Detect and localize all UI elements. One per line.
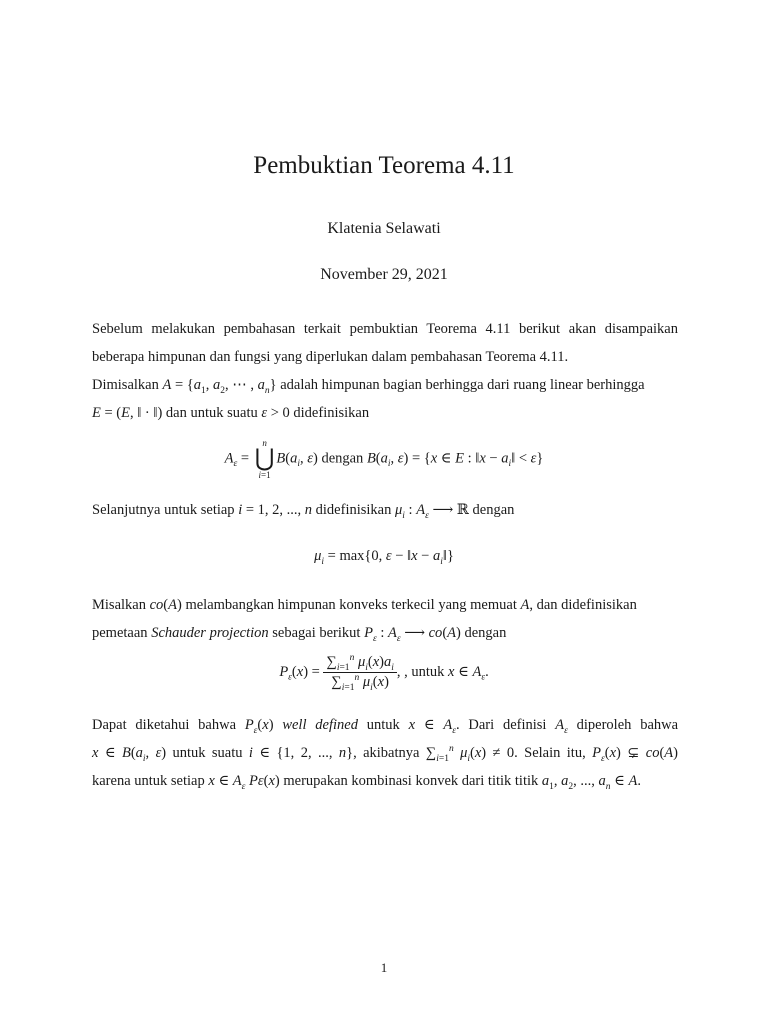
text-line: Misalkan co(A) melambangkan himpunan konveks terkecil yang memuat A, dan didefinisikan bbox=[92, 597, 637, 613]
text-fragment: . Selain itu, bbox=[514, 745, 586, 761]
text-fragment: sebagai berikut bbox=[272, 625, 361, 641]
text-line: pemetaan Schauder projection sebagai berikut $P_\varepsilon$ : $A_\varepsilon$ ⟶ co(A) dengan bbox=[92, 625, 507, 644]
text-line: E = (E, ‖ · ‖) dan untuk suatu ε > 0 didefinisikan bbox=[92, 405, 370, 421]
text-fragment: dengan bbox=[472, 502, 515, 518]
equation-a-epsilon: $A_\varepsilon$ = n ⋃ i=1 $B(a_i$, ε) dengan $B(a_i$, ε) = {x ∈ E : ‖x − $a_i‖ < \varepsilon$} bbox=[224, 438, 544, 480]
text-fragment: well defined bbox=[282, 717, 358, 733]
text-fragment: Selanjutnya untuk setiap bbox=[92, 502, 235, 518]
text-fragment: dengan bbox=[321, 450, 364, 467]
text-fragment: karena untuk setiap bbox=[92, 773, 205, 789]
equation-p-epsilon: $P_\varepsilon(x)$ = $\frac{\sum_{i=1}^n \mu_i(x)a_i}{\sum_{i=1}^n \mu_i(x)}$ , , untuk x ∈ $A_\varepsilon$. bbox=[279, 653, 489, 693]
text-line: Selanjutnya untuk setiap i = 1, 2, ..., n didefinisikan $\mu_i$ : $A_\varepsilon$ ⟶ ℝ dengan bbox=[92, 502, 515, 521]
equation-mu: $\mu_i = \max\{0$, ε − ‖x − $a_i‖$} bbox=[314, 548, 454, 567]
text-fragment: Schauder projection bbox=[151, 625, 269, 641]
text-fragment: dan untuk suatu bbox=[165, 405, 258, 421]
document-date: November 29, 2021 bbox=[320, 266, 448, 283]
fraction: $\frac{\sum_{i=1}^n \mu_i(x)a_i}{\sum_{i=1}^n \mu_i(x)}$ bbox=[323, 654, 396, 691]
text-fragment: untuk suatu bbox=[172, 745, 243, 761]
text-fragment: dengan bbox=[464, 625, 507, 641]
paragraph-definition-a bbox=[92, 371, 678, 427]
big-union-symbol: n ⋃ i=1 bbox=[254, 438, 275, 480]
text-line: x ∈ $B(a_i$, ε) untuk suatu i ∈ {1, 2, ..., n}, akibatnya $\sum_{i=1}^n$ $\mu_i(x) \ne 0$. Selain itu, $P_\varepsilon(x)$ ⊊ co(A) bbox=[92, 744, 678, 764]
text-line: karena untuk setiap x ∈ $A_\varepsilon$ Pε(x) merupakan kombinasi konvek dari titik titik $a_1$, $a_2$, ..., $a_n$ ∈ A. bbox=[92, 773, 641, 792]
text-line: Dimisalkan $A = \{a_1$, $a_2$, ⋯ , $a_n$} adalah himpunan bagian berhingga dari ruang linear berhingga bbox=[92, 377, 645, 396]
text-fragment: , dan didefinisikan bbox=[529, 597, 637, 613]
text-line: Dapat diketahui bahwa $P_\varepsilon(x)$ well defined untuk x ∈ $A_\varepsilon$. Dari definisi $A_\varepsilon$ diperoleh bahwa bbox=[92, 717, 679, 736]
text-fragment: melambangkan himpunan konveks terkecil yang memuat bbox=[185, 597, 517, 613]
text-line: beberapa himpunan dan fungsi yang diperlukan dalam pembahasan Teorema 4.11. bbox=[92, 349, 569, 365]
page-title: Pembuktian Teorema 4.11 bbox=[253, 152, 515, 179]
text-fragment: , , untuk bbox=[396, 663, 445, 680]
text-line: Sebelum melakukan pembahasan terkait pembuktian Teorema 4.11 berikut akan disampaikan bbox=[92, 321, 678, 337]
author-name: Klatenia Selawati bbox=[327, 220, 441, 237]
paragraph-schauder bbox=[92, 591, 678, 647]
text-fragment: . Dari definisi bbox=[455, 717, 547, 733]
text-fragment: didefinisikan bbox=[293, 405, 370, 421]
text-fragment: diperoleh bahwa bbox=[576, 717, 679, 733]
paragraph-intro bbox=[92, 315, 678, 371]
text-fragment: adalah himpunan bagian berhingga dari ruang linear berhingga bbox=[280, 377, 645, 393]
text-fragment: Dapat diketahui bahwa bbox=[92, 717, 237, 733]
text-fragment: , akibatnya bbox=[353, 745, 420, 761]
text-fragment: didefinisikan bbox=[315, 502, 392, 518]
text-fragment: untuk bbox=[366, 717, 400, 733]
text-fragment: Misalkan bbox=[92, 597, 146, 613]
paragraph-mu-def bbox=[92, 496, 678, 524]
page-number: 1 bbox=[380, 960, 388, 975]
text-fragment: Dimisalkan bbox=[92, 377, 159, 393]
text-fragment: merupakan kombinasi konvek dari titik titik bbox=[283, 773, 539, 789]
paragraph-conclusion bbox=[92, 711, 678, 795]
text-fragment: pemetaan bbox=[92, 625, 148, 641]
text-fragment: max bbox=[339, 548, 365, 564]
